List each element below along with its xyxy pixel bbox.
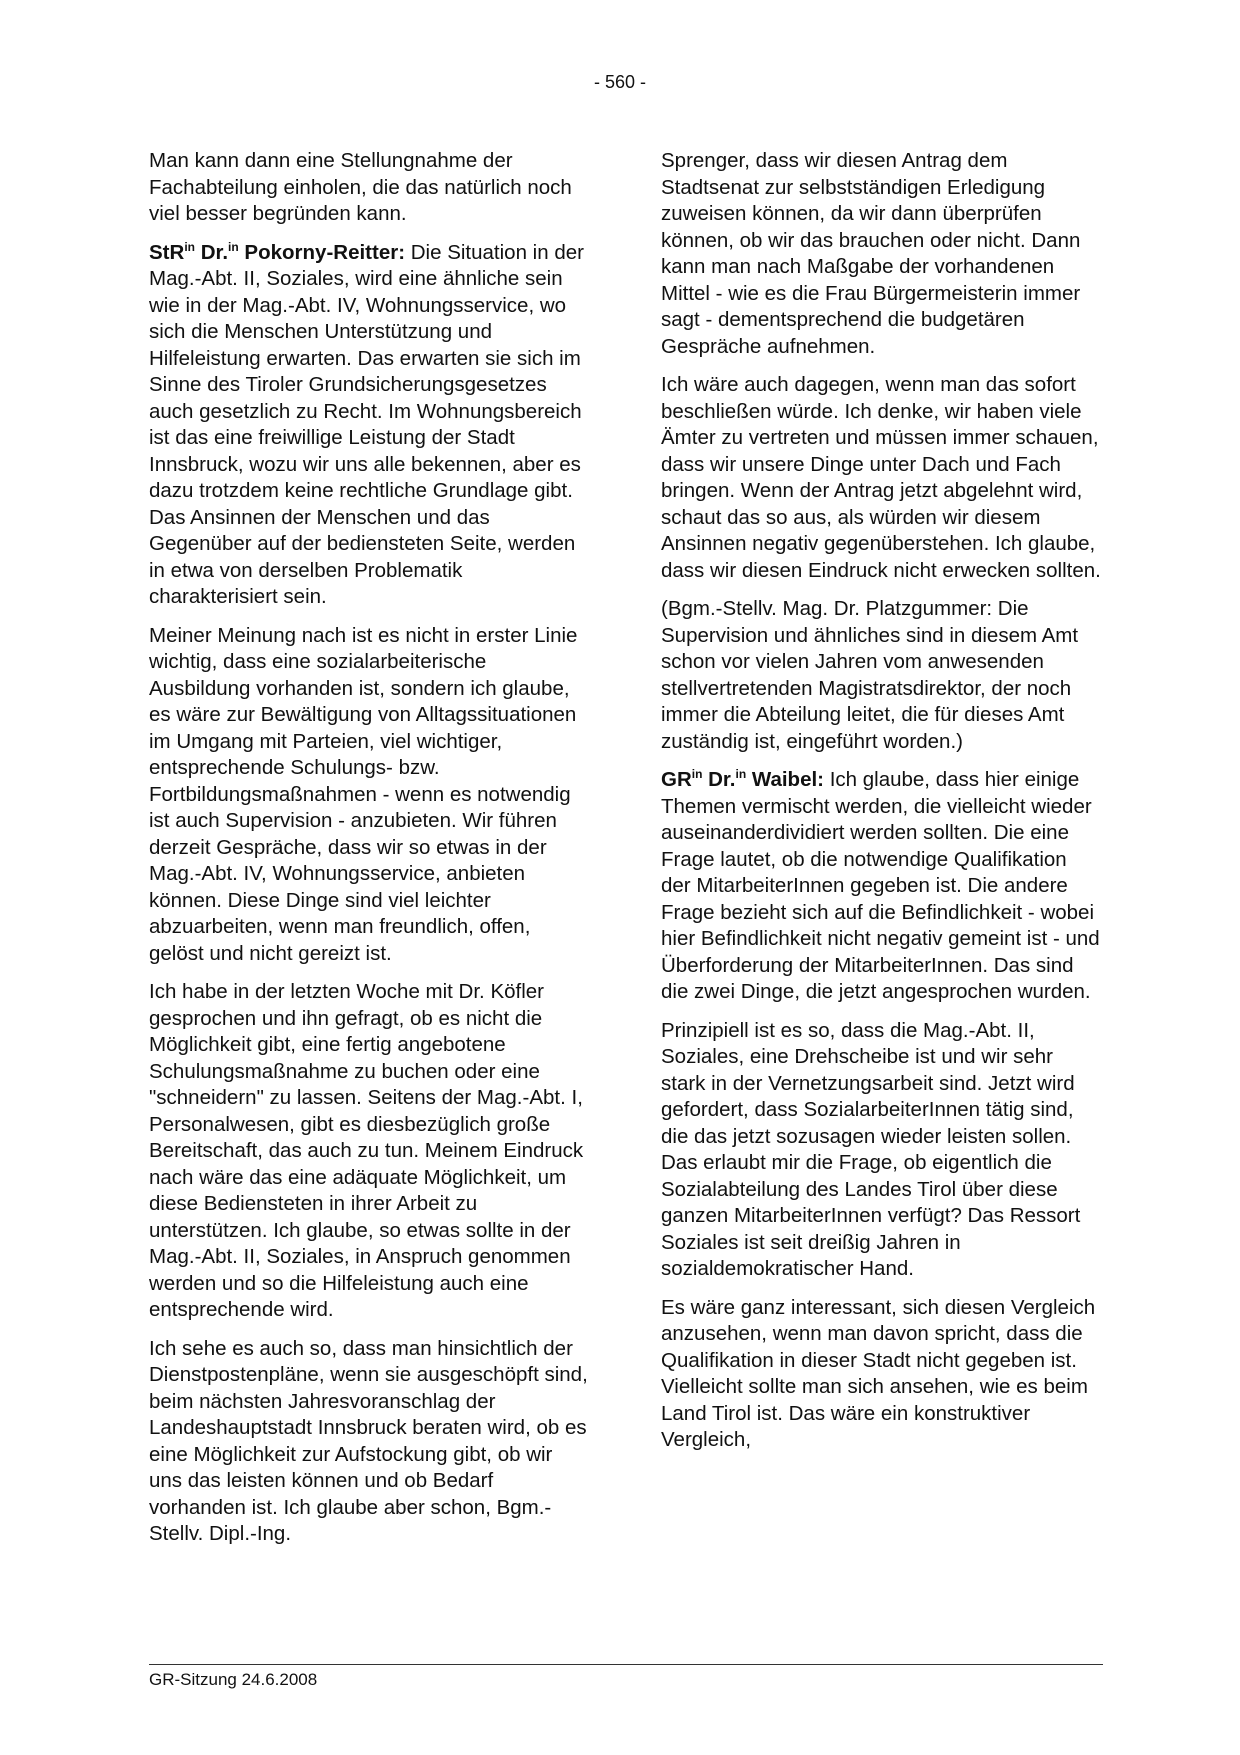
paragraph: Es wäre ganz interessant, sich diesen Vergleich anzusehen, wenn man davon spricht, dass die Qualifikation in dieser Stadt nicht gegeben ist. Vielleicht sollte man sich ansehen, wie es beim Land Tirol ist. Das wäre ein konstruktiver Vergleich, xyxy=(661,1295,1096,1451)
speech-text: Die Situation in der Mag.-Abt. II, Soziales, wird eine ähnliche sein wie in der Mag.-Abt. IV, Wohnungsservice, wo sich die Menschen Unterstützung und Hilfeleistung erwarten. Das erwarten sie sich im Sinne des Tiroler Grundsicherungsgesetzes auch gesetzlich zu Recht. Im Wohnungsbereich ist das eine freiwillige Leistung der Stadt Innsbruck, wozu wir uns alle bekennen, aber es dazu trotzdem keine rechtliche Grundlage gibt. Das Ansinnen der Menschen und das Gegenüber auf der bediensteten Seite, werden in etwa von derselben Problematik charakterisiert sein. xyxy=(149,240,584,608)
footer-session: GR-Sitzung 24.6.2008 xyxy=(149,1670,318,1689)
speech-text: Ich glaube, dass hier einige Themen vermischt werden, die vielleicht wieder auseinanderdividiert werden sollten. Die eine Frage lautet, ob die notwendige Qualifikation der MitarbeiterInnen gegeben ist. Die andere Frage bezieht sich auf die Befindlichkeit - wobei hier Befindlichkeit nicht negativ gemeint ist - und Überforderung der MitarbeiterInnen. Das sind die zwei Dinge, die jetzt angesprochen wurden. xyxy=(661,768,1100,1003)
speech-pokorny-reitter xyxy=(149,240,589,611)
paragraph: Prinzipiell ist es so, dass die Mag.-Abt. II, Soziales, eine Drehscheibe ist und wir sehr stark in der Vernetzungsarbeit sind. Jetzt wird gefordert, dass SozialarbeiterInnen tätig sind, die das jetzt sozusagen wieder leisten sollen. Das erlaubt mir die Frage, ob eigentlich die Sozialabteilung des Landes Tirol über diese ganzen MitarbeiterInnen verfügt? Das Ressort Soziales ist seit dreißig Jahren in sozialdemokratischer Hand. xyxy=(661,1018,1081,1280)
right-column xyxy=(661,148,1101,1466)
page-number: - 560 - xyxy=(593,72,647,92)
paragraph: Ich wäre auch dagegen, wenn man das sofort beschließen würde. Ich denke, wir haben viele Ämter zu vertreten und müssen immer schauen, dass wir unsere Dinge unter Dach und Fach bringen. Wenn der Antrag jetzt abgelehnt wird, schaut das so aus, als würden wir diesem Ansinnen negativ gegenüberstehen. Ich glaube, dass wir diesen Eindruck nicht erwecken sollten. xyxy=(661,373,1101,582)
speaker-name: $GR^{in}$ Dr.$^{in}$ Waibel: xyxy=(661,767,824,791)
paragraph: Man kann dann eine Stellungnahme der Fachabteilung einholen, die das natürlich noch viel besser begründen kann. xyxy=(149,149,572,225)
speech-waibel xyxy=(661,767,1101,1006)
paragraph: Sprenger, dass wir diesen Antrag dem Stadtsenat zur selbstständigen Erledigung zuweisen können, da wir dann überprüfen können, ob wir das brauchen oder nicht. Dann kann man nach Maßgabe der vorhandenen Mittel - wie es die Frau Bürgermeisterin immer sagt - dementsprechend die budgetären Gespräche aufnehmen. xyxy=(661,149,1081,358)
speaker-name: StR$^{in}$ Dr.$^{in}$ Pokorny-Reitter: xyxy=(149,239,406,264)
paragraph: Meiner Meinung nach ist es nicht in erster Linie wichtig, dass eine sozialarbeiterische Ausbildung vorhanden ist, sondern ich glaube, es wäre zur Bewältigung von Alltagssituationen im Umgang mit Parteien, viel wichtiger, entsprechende Schulungs- bzw. Fortbildungsmaßnahmen - wenn es notwendig ist auch Supervision - anzubieten. Wir führen derzeit Gespräche, dass wir so etwas in der Mag.-Abt. IV, Wohnungsservice, anbieten können. Diese Dinge sind viel leichter abzuarbeiten, wenn man freundlich, offen, gelöst und nicht gereizt ist. xyxy=(149,623,578,965)
left-column xyxy=(149,148,589,1560)
paragraph: Ich habe in der letzten Woche mit Dr. Köfler gesprochen und ihn gefragt, ob es nicht die Möglichkeit gibt, eine fertig angebotene Schulungsmaßnahme zu buchen oder eine "schneidern" zu lassen. Seitens der Mag.-Abt. I, Personalwesen, gibt es diesbezüglich große Bereitschaft, das auch zu tun. Meinem Eindruck nach wäre das eine adäquate Möglichkeit, um diese Bediensteten in ihrer Arbeit zu unterstützen. Ich glaube, so etwas sollte in der Mag.-Abt. II, Soziales, in Anspruch genommen werden und so die Hilfeleistung auch eine entsprechende wird. xyxy=(149,980,584,1321)
paragraph: Ich sehe es auch so, dass man hinsichtlich der Dienstpostenpläne, wenn sie ausgeschöpft sind, beim nächsten Jahresvoranschlag der Landeshauptstadt Innsbruck beraten wird, ob es eine Möglichkeit zur Aufstockung gibt, ob wir uns das leisten können und ob Bedarf vorhanden ist. Ich glaube aber schon, Bgm.-Stellv. Dipl.-Ing. xyxy=(149,1336,588,1545)
footer-divider xyxy=(149,1664,1103,1665)
interjection: (Bgm.-Stellv. Mag. Dr. Platzgummer: Die Supervision und ähnliches sind in diesem Amt schon vor vielen Jahren vom anwesenden stellvertretenden Magistratsdirektor, der noch immer die Abteilung leitet, die für dieses Amt zuständig ist, eingeführt worden.) xyxy=(661,597,1079,753)
